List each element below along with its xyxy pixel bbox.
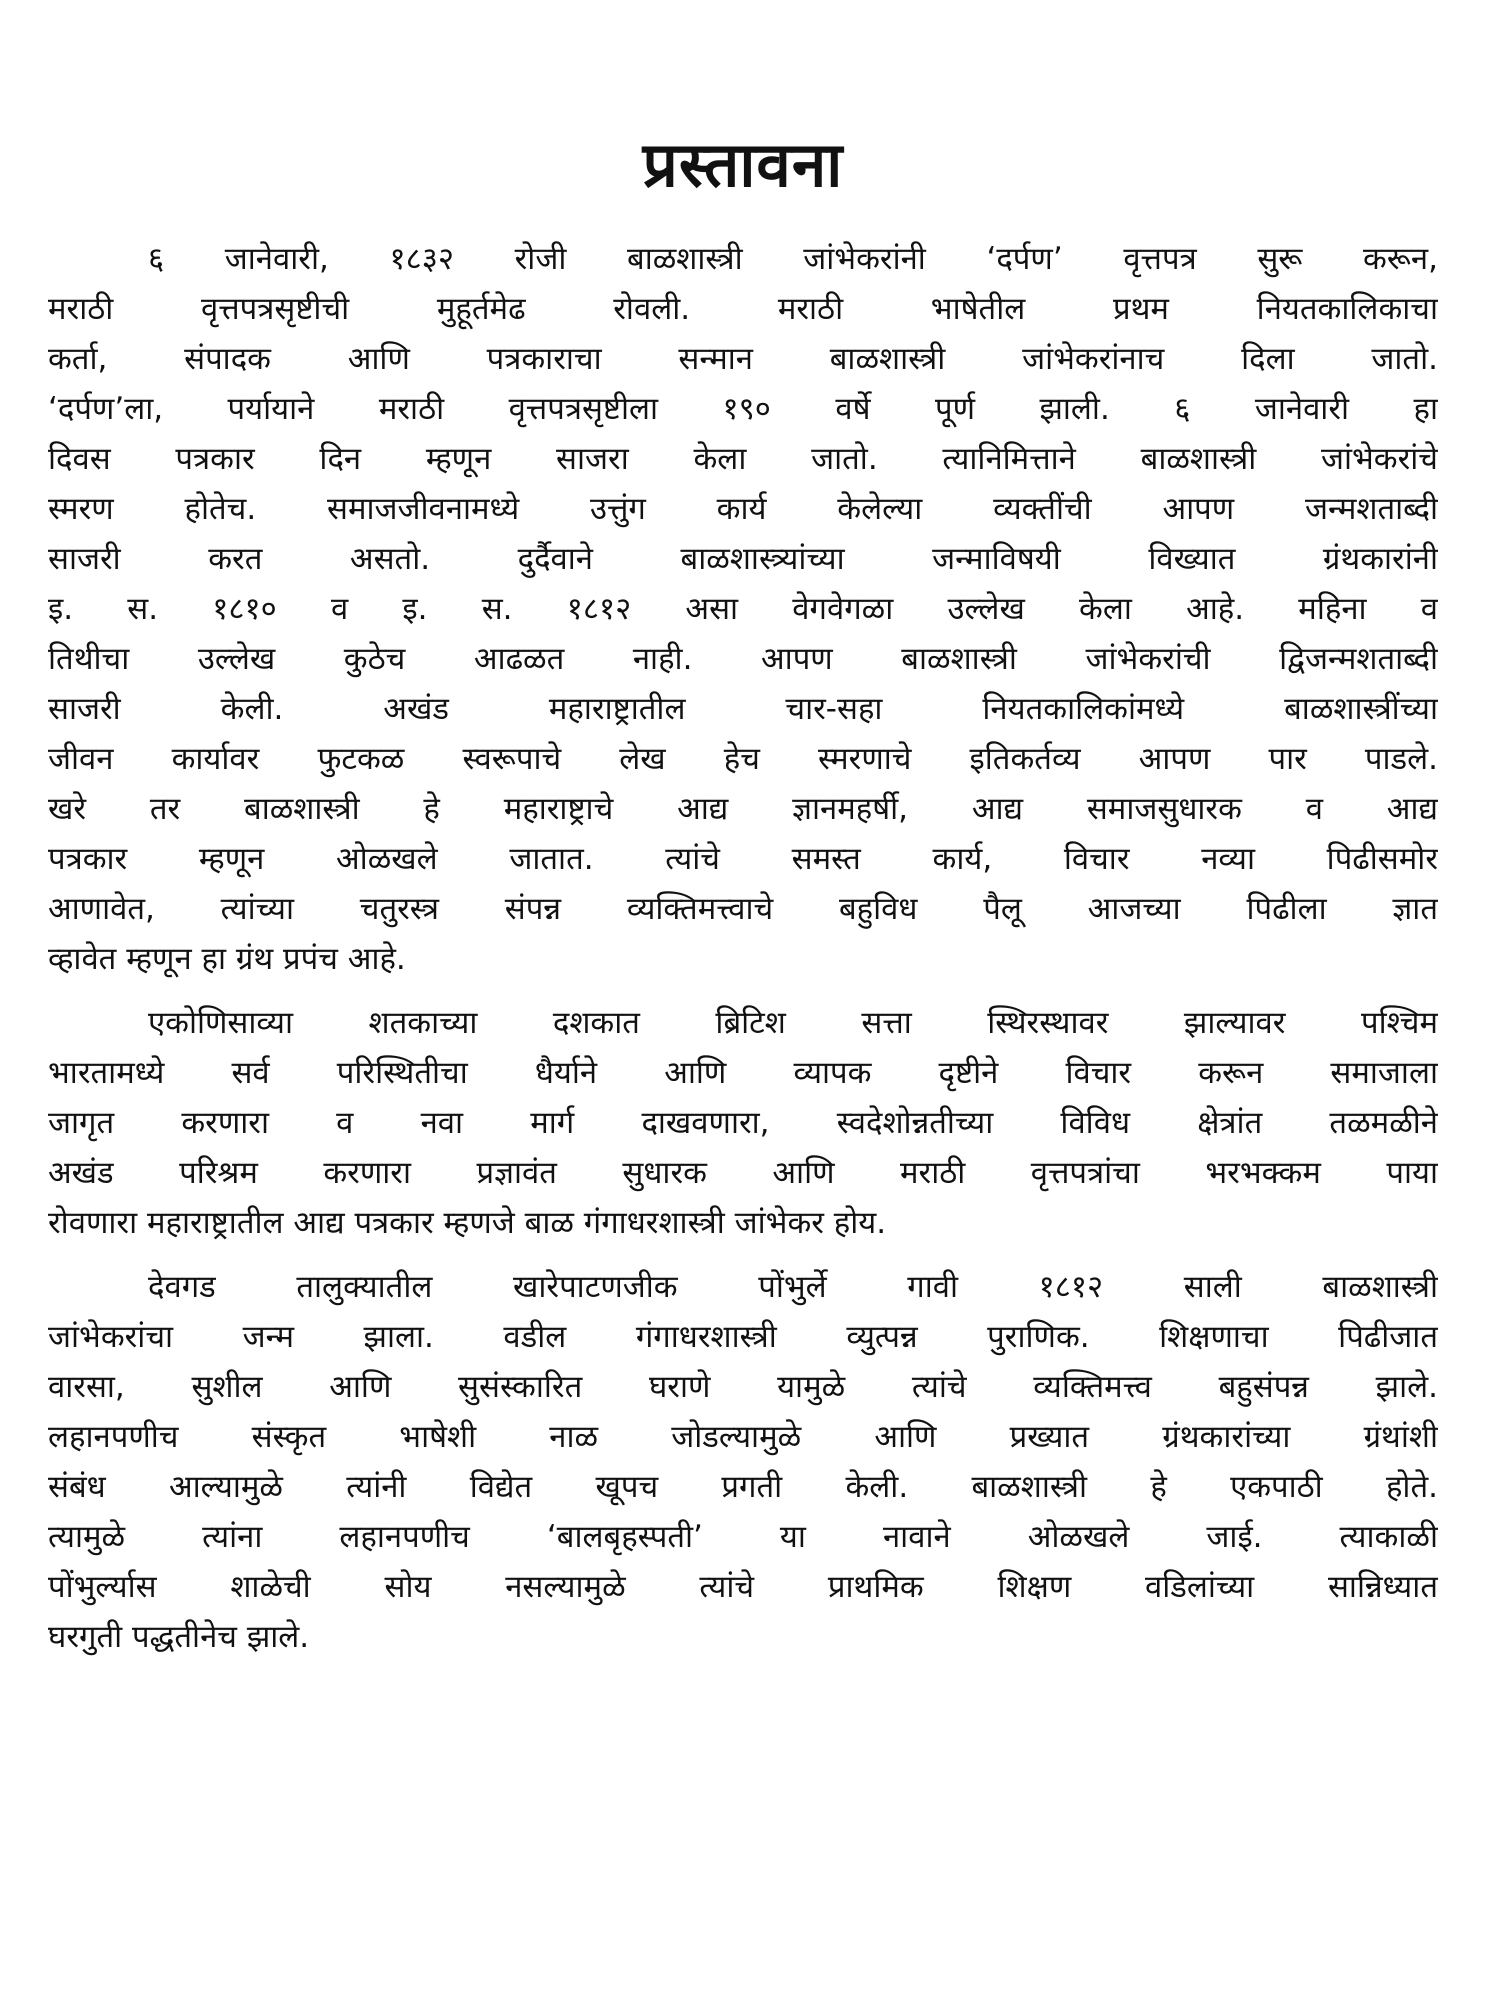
text-line: ६ जानेवारी, १८३२ रोजी बाळशास्त्री जांभेकरांनी ‘दर्पण’ वृत्तपत्र सुरू करून,: [148, 241, 1438, 277]
text-line: वारसा, सुशील आणि सुसंस्कारित घराणे यामुळे त्यांचे व्यक्तिमत्त्व बहुसंपन्न झाले.: [48, 1369, 1438, 1405]
text-line: त्यामुळे त्यांना लहानपणीच ‘बालबृहस्पती’ या नावाने ओळखले जाई. त्याकाळी: [48, 1519, 1438, 1555]
page-title: प्रस्तावना: [642, 128, 844, 201]
text-line: जागृत करणारा व नवा मार्ग दाखवणारा, स्वदेशोन्नतीच्या विविध क्षेत्रांत तळमळीने: [48, 1105, 1438, 1141]
body-text: [48, 234, 1438, 1662]
text-line: पत्रकार म्हणून ओळखले जातात. त्यांचे समस्त कार्य, विचार नव्या पिढीसमोर: [48, 841, 1438, 877]
text-line: जांभेकरांचा जन्म झाला. वडील गंगाधरशास्त्री व्युत्पन्न पुराणिक. शिक्षणाचा पिढीजात: [48, 1319, 1438, 1355]
paragraph: [48, 998, 1438, 1248]
text-line: जीवन कार्यावर फुटकळ स्वरूपाचे लेख हेच स्मरणाचे इतिकर्तव्य आपण पार पाडले.: [48, 741, 1438, 777]
text-line: घरगुती पद्धतीनेच झाले.: [48, 1619, 310, 1655]
paragraph: [48, 234, 1438, 984]
text-line: अखंड परिश्रम करणारा प्रज्ञावंत सुधारक आणि मराठी वृत्तपत्रांचा भरभक्कम पाया: [48, 1155, 1438, 1191]
text-line: संबंध आल्यामुळे त्यांनी विद्येत खूपच प्रगती केली. बाळशास्त्री हे एकपाठी होते.: [48, 1469, 1438, 1505]
text-line: एकोणिसाव्या शतकाच्या दशकात ब्रिटिश सत्ता स्थिरस्थावर झाल्यावर पश्चिम: [148, 1005, 1438, 1041]
text-line: देवगड तालुक्यातील खारेपाटणजीक पोंभुर्ले गावी १८१२ साली बाळशास्त्री: [148, 1269, 1438, 1305]
text-line: दिवस पत्रकार दिन म्हणून साजरा केला जातो. त्यानिमित्ताने बाळशास्त्री जांभेकरांचे: [48, 441, 1438, 477]
paragraph: [48, 1262, 1438, 1662]
document-page: [48, 120, 1438, 1676]
text-line: स्मरण होतेच. समाजजीवनामध्ये उत्तुंग कार्य केलेल्या व्यक्तींची आपण जन्मशताब्दी: [48, 491, 1438, 527]
text-line: साजरी केली. अखंड महाराष्ट्रातील चार-सहा नियतकालिकांमध्ये बाळशास्त्रींच्या: [48, 691, 1438, 727]
text-line: रोवणारा महाराष्ट्रातील आद्य पत्रकार म्हणजे बाळ गंगाधरशास्त्री जांभेकर होय.: [48, 1205, 887, 1241]
text-line: भारतामध्ये सर्व परिस्थितीचा धैर्याने आणि व्यापक दृष्टीने विचार करून समाजाला: [48, 1055, 1438, 1091]
text-line: मराठी वृत्तपत्रसृष्टीची मुहूर्तमेढ रोवली. मराठी भाषेतील प्रथम नियतकालिकाचा: [48, 291, 1438, 327]
text-line: खरे तर बाळशास्त्री हे महाराष्ट्राचे आद्य ज्ञानमहर्षी, आद्य समाजसुधारक व आद्य: [48, 791, 1438, 827]
text-line: साजरी करत असतो. दुर्दैवाने बाळशास्त्र्यांच्या जन्माविषयी विख्यात ग्रंथकारांनी: [48, 541, 1438, 577]
text-line: व्हावेत म्हणून हा ग्रंथ प्रपंच आहे.: [48, 941, 406, 977]
text-line: आणावेत, त्यांच्या चतुरस्त्र संपन्न व्यक्तिमत्त्वाचे बहुविध पैलू आजच्या पिढीला ज्ञात: [48, 891, 1438, 927]
text-line: पोंभुर्ल्यास शाळेची सोय नसल्यामुळे त्यांचे प्राथमिक शिक्षण वडिलांच्या सान्निध्यात: [48, 1569, 1438, 1605]
text-line: लहानपणीच संस्कृत भाषेशी नाळ जोडल्यामुळे आणि प्रख्यात ग्रंथकारांच्या ग्रंथांशी: [48, 1419, 1438, 1455]
text-line: ‘दर्पण’ला, पर्यायाने मराठी वृत्तपत्रसृष्टीला १९० वर्षे पूर्ण झाली. ६ जानेवारी हा: [48, 391, 1438, 427]
text-line: कर्ता, संपादक आणि पत्रकाराचा सन्मान बाळशास्त्री जांभेकरांनाच दिला जातो.: [48, 341, 1438, 377]
text-line: इ. स. १८१० व इ. स. १८१२ असा वेगवेगळा उल्लेख केला आहे. महिना व: [48, 591, 1438, 627]
text-line: तिथीचा उल्लेख कुठेच आढळत नाही. आपण बाळशास्त्री जांभेकरांची द्विजन्मशताब्दी: [48, 641, 1438, 677]
